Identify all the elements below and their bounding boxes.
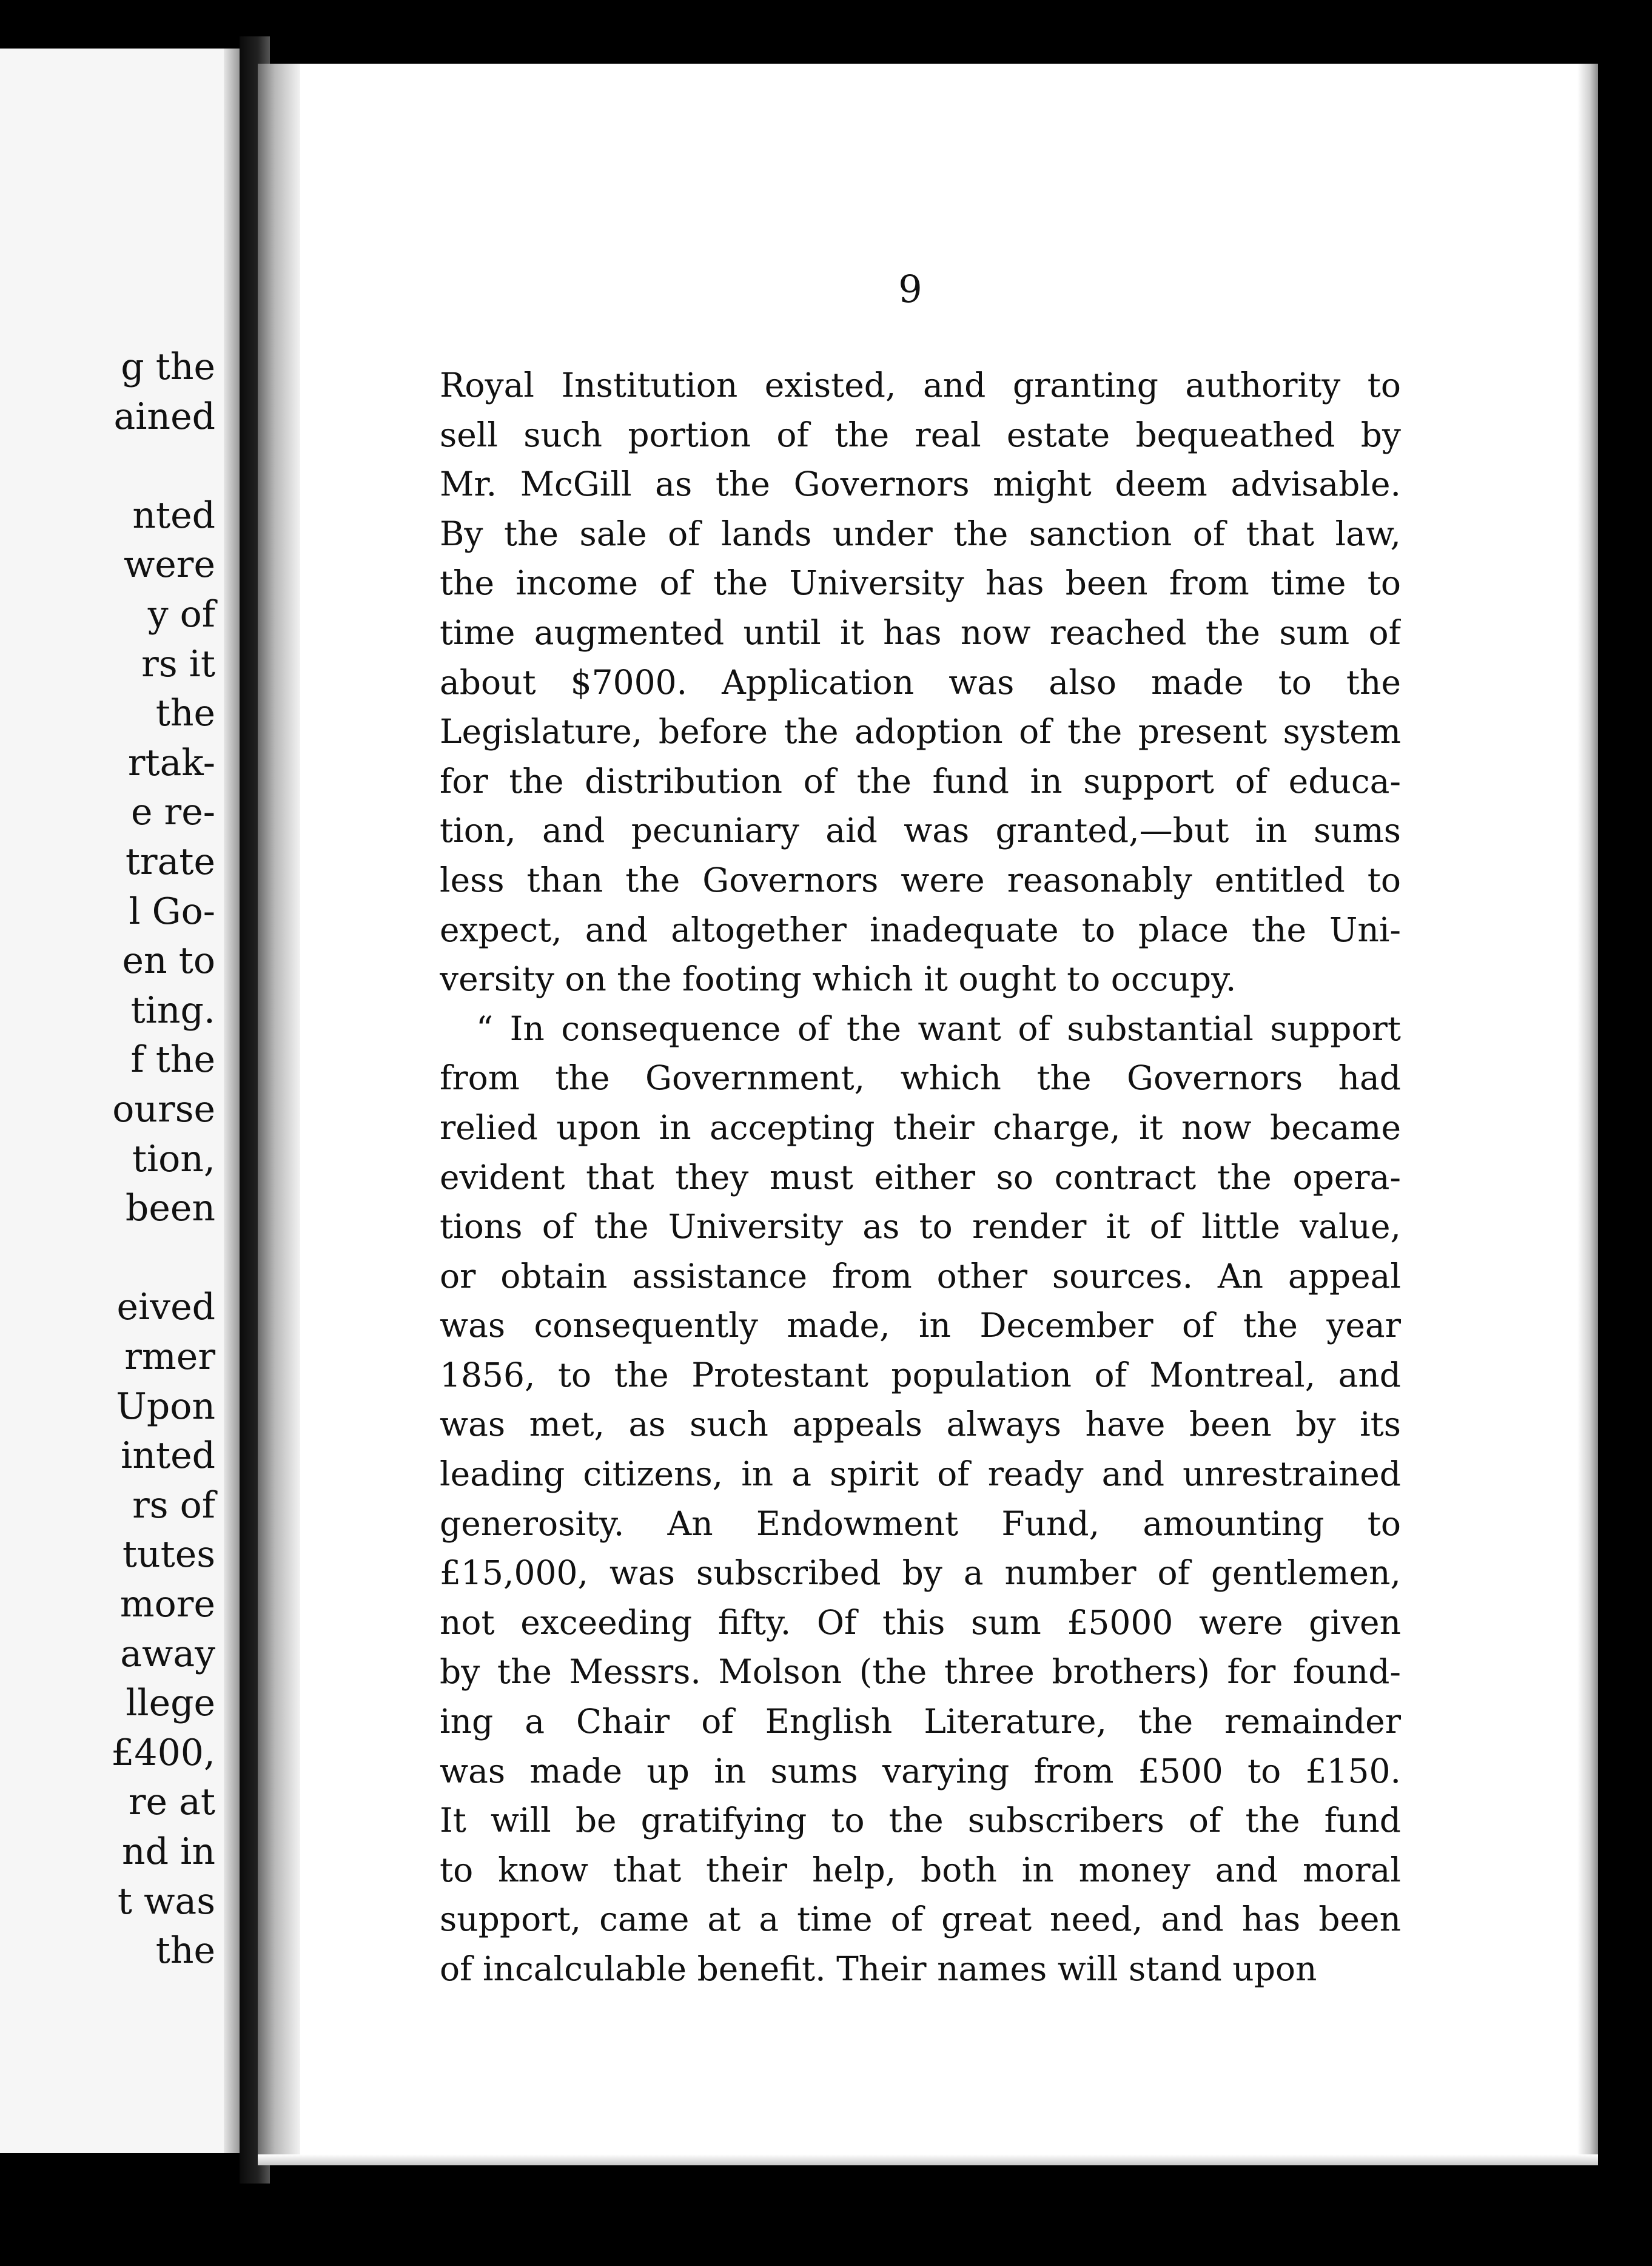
body-line: from the Government, which the Governors had: [440, 1058, 1401, 1098]
body-line: support, came at a time of great need, and has been: [440, 1900, 1401, 1939]
left-page-line: tutes: [122, 1533, 215, 1576]
body-line: by the Messrs. Molson (the three brothers) for found-: [440, 1652, 1401, 1692]
left-page-line: inted: [121, 1434, 215, 1478]
body-line: was consequently made, in December of the year: [440, 1306, 1401, 1345]
left-page-line: been: [125, 1187, 215, 1230]
body-line: the income of the University has been from time to: [440, 563, 1401, 603]
left-page-line: nd in: [122, 1831, 215, 1873]
body-line: of incalculable benefit. Their names will stand upon: [440, 1949, 1317, 1988]
body-line: about $7000. Application was also made to the: [440, 662, 1401, 702]
right-page: [258, 64, 1598, 2165]
body-line: tion, and pecuniary aid was granted,—but in sums: [440, 811, 1401, 850]
body-line: tions of the University as to render it of little value,: [440, 1207, 1401, 1246]
body-line: for the distribution of the fund in support of educa-: [440, 761, 1401, 801]
body-line: or obtain assistance from other sources. An appeal: [440, 1256, 1401, 1296]
body-line: not exceeding fifty. Of this sum £5000 were given: [440, 1602, 1401, 1642]
left-page-line: y of: [147, 593, 215, 636]
left-page-line: nted: [132, 494, 215, 537]
body-line: expect, and altogether inadequate to place the Uni-: [440, 910, 1401, 949]
left-page-line: t was: [117, 1880, 215, 1923]
left-page-line: eived: [116, 1286, 215, 1329]
left-page-line: l Go-: [129, 890, 215, 933]
left-page-line: rs of: [132, 1484, 215, 1527]
left-page-line: ting.: [130, 989, 215, 1032]
left-page-line: the: [155, 692, 215, 735]
left-page-line: tion,: [132, 1137, 215, 1180]
left-page-line: f the: [130, 1038, 215, 1081]
left-page-line: llege: [126, 1682, 215, 1725]
body-line: versity on the footing which it ought to occupy.: [440, 960, 1237, 999]
body-line: ing a Chair of English Literature, the remainder: [440, 1702, 1401, 1741]
scan-background-edge: [1598, 0, 1652, 2266]
left-page-line: away: [120, 1632, 215, 1675]
left-page-line: rs it: [141, 642, 215, 685]
body-line: was met, as such appeals always have been by its: [440, 1405, 1401, 1444]
bottom-page-shadow: [258, 2154, 1598, 2165]
left-page-line: ained: [113, 395, 215, 438]
body-line: Mr. McGill as the Governors might deem advisable.: [440, 465, 1401, 504]
body-line: By the sale of lands under the sanction of that law,: [440, 514, 1401, 553]
body-line: less than the Governors were reasonably entitled to: [440, 860, 1401, 899]
body-line: Legislature, before the adoption of the present system: [440, 712, 1401, 751]
left-page-line: £400,: [111, 1731, 215, 1774]
left-page-edge-shadow: [224, 49, 240, 2153]
left-page-line: rmer: [124, 1336, 215, 1378]
left-page-line: e re-: [130, 791, 215, 834]
body-line: was made up in sums varying from £500 to £150.: [440, 1751, 1401, 1790]
left-page-line: en to: [122, 940, 215, 983]
page-number: 9: [898, 267, 922, 311]
body-line: relied upon in accepting their charge, it now became: [440, 1108, 1401, 1147]
left-page-line: trate: [125, 841, 215, 883]
body-line: leading citizens, in a spirit of ready and unrestrained: [440, 1454, 1401, 1494]
left-facing-page: [0, 49, 240, 2153]
left-page-line: re at: [128, 1781, 215, 1824]
body-line: sell such portion of the real estate bequeathed by: [440, 415, 1401, 454]
right-page-edge-shadow: [1577, 64, 1598, 2165]
left-page-line: g the: [121, 346, 215, 388]
body-line: evident that they must either so contract the opera-: [440, 1157, 1401, 1197]
body-line: Royal Institution existed, and granting authority to: [440, 366, 1401, 405]
spine-shadow: [258, 64, 300, 2165]
body-line: “ In consequence of the want of substantial support: [476, 1009, 1401, 1048]
body-line: time augmented until it has now reached the sum of: [440, 613, 1401, 652]
left-page-text: [0, 49, 240, 2153]
body-line: to know that their help, both in money and moral: [440, 1850, 1401, 1889]
body-line: 1856, to the Protestant population of Montreal, and: [440, 1355, 1401, 1394]
left-page-line: Upon: [116, 1385, 215, 1428]
left-page-line: more: [119, 1583, 215, 1626]
left-page-line: ourse: [112, 1088, 215, 1131]
left-page-line: rtak-: [127, 741, 215, 784]
body-line: £15,000, was subscribed by a number of gentlemen,: [440, 1553, 1401, 1593]
left-page-line: the: [155, 1929, 215, 1972]
body-line: generosity. An Endowment Fund, amounting to: [440, 1504, 1401, 1543]
body-line: It will be gratifying to the subscribers of the fund: [440, 1801, 1401, 1840]
body-text: [440, 361, 1401, 1994]
left-page-line: were: [123, 543, 215, 587]
